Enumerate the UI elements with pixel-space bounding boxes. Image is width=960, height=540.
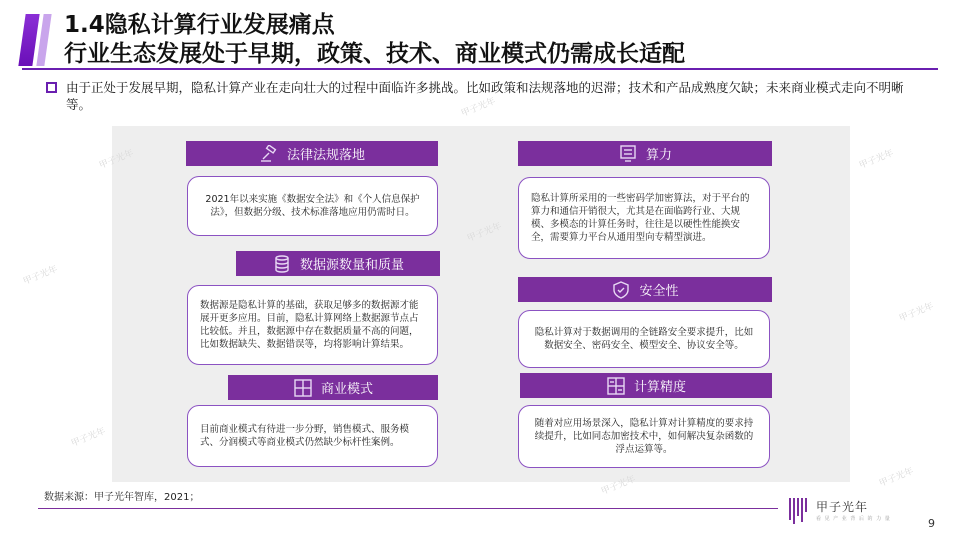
card-legal <box>187 176 438 236</box>
header-security <box>518 277 772 302</box>
card-data-source <box>187 285 438 365</box>
card-security <box>518 310 770 368</box>
shield-icon <box>611 281 631 299</box>
header-data-source <box>236 251 440 276</box>
logo-mark-icon <box>788 496 810 524</box>
header-precision <box>520 373 772 398</box>
header-legal-label: 法律法规落地 <box>286 148 365 163</box>
footer-divider <box>38 508 778 509</box>
card-business-model <box>187 405 438 467</box>
card-precision <box>518 405 770 468</box>
page-number: 9 <box>928 517 935 530</box>
watermark: 甲子光年 <box>600 474 638 498</box>
intro-text: 由于正处于发展早期，隐私计算产业在走向壮大的过程中面临许多挑战。比如政策和法规落地的迟滞；技术和产品成熟度欠缺；未来商业模式走向不明晰等。 <box>66 80 904 112</box>
data-source-note: 数据来源：甲子光年智库，2021； <box>44 492 200 503</box>
header-business-model <box>228 375 438 400</box>
brand-logo <box>788 496 891 524</box>
watermark: 甲子光年 <box>898 301 936 325</box>
title-divider <box>22 68 938 70</box>
header-legal <box>186 141 438 166</box>
database-icon <box>272 255 292 273</box>
calculator-icon <box>606 377 626 395</box>
gavel-icon <box>259 145 279 163</box>
card-computing-power-text: 隐私计算所采用的一些密码学加密算法，对于平台的算力和通信开销很大，尤其是在面临跨行业、大规模、多模态的计算任务时，往往是以硬性性能换安全，需要算力平台从通用型向专精型演进。 <box>531 193 750 243</box>
card-precision-text: 随着对应用场景深入，隐私计算对计算精度的要求持续提升，比如同态加密技术中，如何解决复杂函数的浮点运算等。 <box>534 418 754 455</box>
card-business-model-text: 目前商业模式有待进一步分野，销售模式、服务模式、分润模式等商业模式仍然缺少标杆性案例。 <box>200 424 410 448</box>
logo-name: 甲子光年 <box>816 500 869 514</box>
watermark: 甲子光年 <box>878 466 916 490</box>
card-data-source-text: 数据源是隐私计算的基础，获取足够多的数据源才能展开更多应用。目前，隐私计算网络上数据源节点占比较低。并且，数据源中存在数据质量不高的问题，比如数据缺失、数据错误等，均将影响计算结果。 <box>200 300 419 350</box>
monitor-icon <box>618 145 638 163</box>
logo-tagline: 看 见 产 业 背 后 的 力 量 <box>816 516 891 522</box>
header-precision-label: 计算精度 <box>633 380 686 395</box>
card-legal-text: 2021年以来实施《数据安全法》和《个人信息保护法》，但数据分级、技术标准落地应用仍需时日。 <box>205 194 420 218</box>
header-business-model-label: 商业模式 <box>320 382 373 397</box>
card-computing-power <box>518 177 770 259</box>
watermark: 甲子光年 <box>70 426 108 450</box>
card-security-text: 隐私计算对于数据调用的全链路安全要求提升，比如数据安全、密码安全、模型安全、协议安全等。 <box>534 327 754 351</box>
page-title: 1.4隐私计算行业发展痛点 <box>64 12 335 38</box>
page-subtitle: 行业生态发展处于早期，政策、技术、商业模式仍需成长适配 <box>64 41 685 67</box>
watermark: 甲子光年 <box>466 221 504 245</box>
header-computing-power <box>518 141 772 166</box>
header-data-source-label: 数据源数量和质量 <box>299 258 404 273</box>
title-accent-bar-light <box>36 14 51 66</box>
grid-icon <box>293 379 313 397</box>
watermark: 甲子光年 <box>98 148 136 172</box>
watermark: 甲子光年 <box>22 264 60 288</box>
header-security-label: 安全性 <box>639 284 679 299</box>
watermark: 甲子光年 <box>858 148 896 172</box>
header-computing-power-label: 算力 <box>645 148 672 163</box>
watermark: 甲子光年 <box>460 96 498 120</box>
